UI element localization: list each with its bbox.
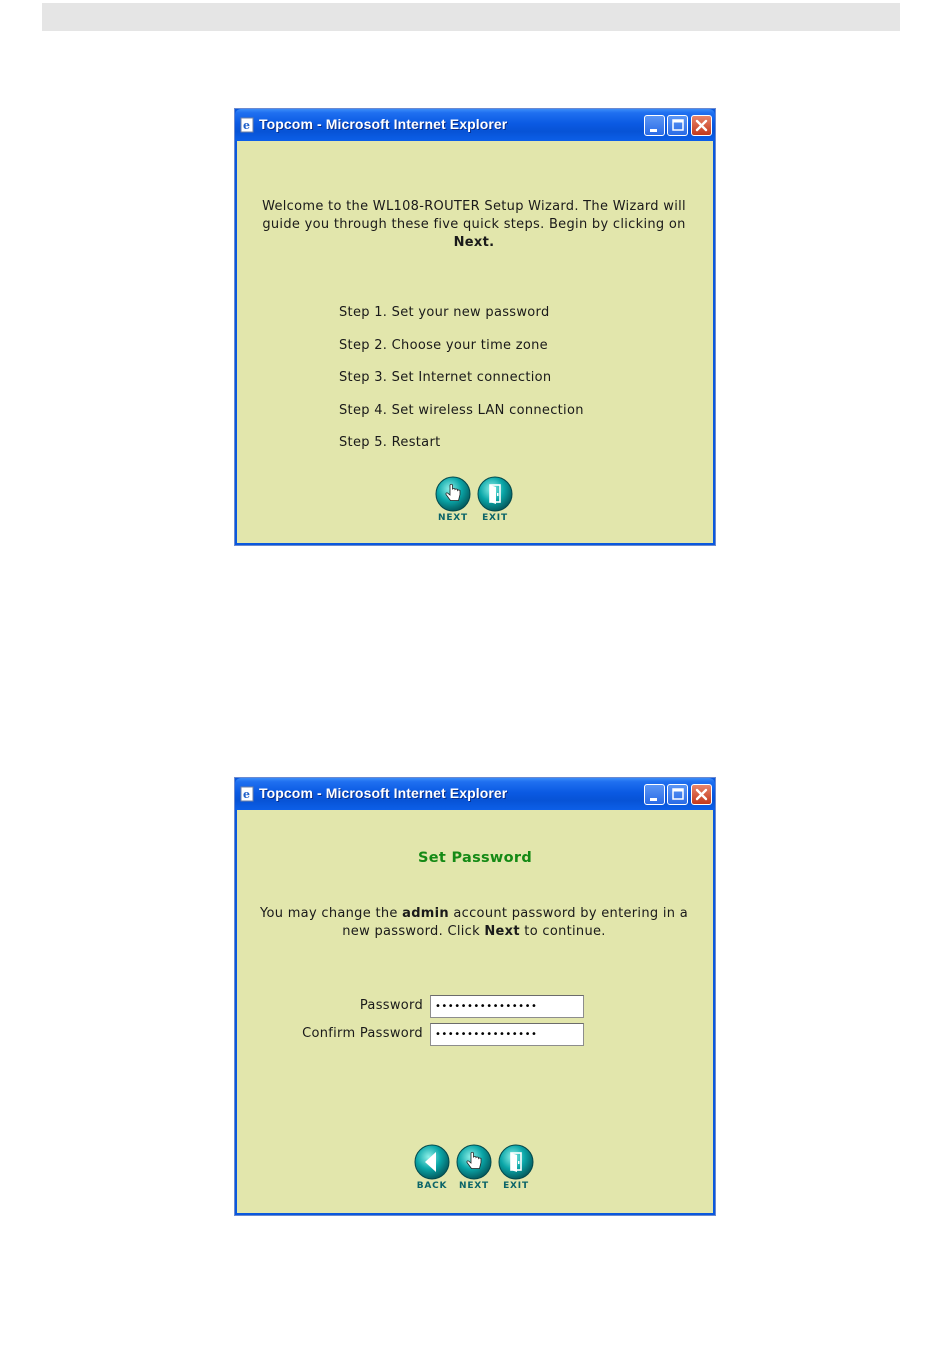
ie-icon bbox=[240, 786, 256, 802]
ie-window-welcome bbox=[234, 108, 716, 546]
window-title: Topcom - Microsoft Internet Explorer bbox=[259, 116, 508, 132]
exit-button[interactable] bbox=[475, 476, 515, 526]
close-icon[interactable] bbox=[691, 784, 712, 805]
list-item: Step 5. Restart bbox=[339, 435, 441, 451]
list-item: Step 4. Set wireless LAN connection bbox=[339, 402, 584, 418]
next-word: Next bbox=[484, 924, 520, 939]
page-header-bar bbox=[42, 3, 900, 31]
hand-cursor-icon bbox=[456, 1144, 492, 1180]
admin-word: admin bbox=[402, 906, 449, 921]
hand-cursor-icon bbox=[435, 476, 471, 512]
title-bar[interactable] bbox=[235, 778, 715, 810]
exit-door-icon bbox=[498, 1144, 534, 1180]
list-item: Step 2. Choose your time zone bbox=[339, 337, 548, 353]
window-title: Topcom - Microsoft Internet Explorer bbox=[259, 785, 508, 801]
back-button[interactable] bbox=[412, 1144, 452, 1194]
step-list bbox=[339, 305, 584, 468]
page-title: Set Password bbox=[417, 850, 533, 866]
maximize-icon[interactable] bbox=[667, 115, 688, 136]
exit-label: EXIT bbox=[482, 513, 508, 523]
next-button[interactable] bbox=[454, 1144, 494, 1194]
welcome-message: Welcome to the WL108-ROUTER Setup Wizard. The Wizard will guide you through these five quick steps. Begin by clicking on bbox=[262, 199, 686, 232]
svg-text:e: e bbox=[243, 119, 250, 132]
instructions-part: You may change the bbox=[259, 906, 403, 921]
welcome-text bbox=[252, 198, 696, 252]
ie-window-set-password bbox=[234, 777, 716, 1216]
title-bar[interactable] bbox=[235, 109, 715, 141]
instructions-part: to continue. bbox=[519, 924, 606, 939]
minimize-icon[interactable] bbox=[644, 115, 665, 136]
next-label: NEXT bbox=[459, 1181, 489, 1191]
back-arrow-icon bbox=[414, 1144, 450, 1180]
welcome-next-word: Next. bbox=[453, 235, 495, 250]
back-label: BACK bbox=[416, 1181, 448, 1191]
ie-icon bbox=[240, 117, 256, 133]
instructions-text bbox=[247, 905, 701, 941]
list-item: Step 3. Set Internet connection bbox=[339, 370, 552, 386]
password-label: Password bbox=[359, 998, 423, 1013]
svg-text:e: e bbox=[243, 788, 250, 801]
exit-label: EXIT bbox=[503, 1181, 529, 1191]
confirm-password-field[interactable] bbox=[430, 1023, 584, 1046]
exit-door-icon bbox=[477, 476, 513, 512]
list-item: Step 1. Set your new password bbox=[339, 305, 550, 320]
confirm-password-label: Confirm Password bbox=[302, 1026, 423, 1041]
wizard-content bbox=[237, 810, 713, 1213]
close-icon[interactable] bbox=[691, 115, 712, 136]
instructions-part: account password by entering in a new password. Click bbox=[342, 906, 689, 939]
password-field[interactable] bbox=[430, 995, 584, 1018]
minimize-icon[interactable] bbox=[644, 784, 665, 805]
next-label: NEXT bbox=[438, 513, 468, 523]
exit-button[interactable] bbox=[496, 1144, 536, 1194]
wizard-content bbox=[237, 141, 713, 543]
maximize-icon[interactable] bbox=[667, 784, 688, 805]
next-button[interactable] bbox=[433, 476, 473, 526]
